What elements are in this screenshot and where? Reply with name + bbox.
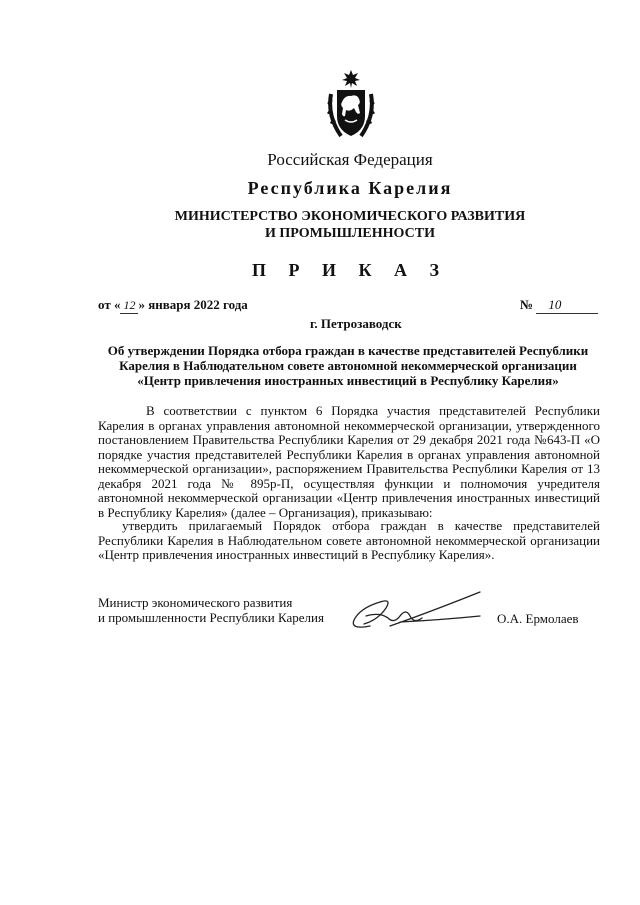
body-paragraph-1: В соответствии с пунктом 6 Порядка участия представителей Республики Карелия в органах управления автономной некоммерческой организации, утвержденного постановлением Правительства Республики Карелия от 29 декабря 2021 года №643-П «О порядке участия представителей Республики Карелия в органах управления автономной некоммерческой организации», распоряжением Правительства Республики Карелия от 13 декабря 2021 года № 895р-П, осуществляя функции и полномочия учредителя автономной некоммерческой организации «Центр привлечения иностранных инвестиций в Республику Карелия» (далее – Организация), приказываю: [98,403,600,520]
date-suffix: » января 2022 года [138,297,248,312]
body-paragraph-2: утвердить прилагаемый Порядок отбора граждан в качестве представителей Республики Карелия в Наблюдательном совете автономной некоммерческой организации «Центр привлечения иностранных инвестиций в Республику Карелия». [98,518,600,562]
republic-name: Республика Карелия [247,178,453,198]
ministry-line-1: МИНИСТЕРСТВО ЭКОНОМИЧЕСКОГО РАЗВИТИЯ [174,209,526,224]
number-value-handwritten: 10 [536,297,598,314]
handwritten-signature [340,586,490,636]
number-label: № [520,297,534,312]
issue-city: г. Петрозаводск [310,316,402,331]
signatory-position-line-1: Министр экономического развития [98,595,293,610]
document-type: П Р И К А З [251,260,449,280]
ministry-line-2: И ПРОМЫШЛЕННОСТИ [265,226,435,241]
order-subject: Об утверждении Порядка отбора граждан в качестве представителей Республики Карелия в Наблюдательном совете автономной некоммерческой организации «Центр привлечения иностранных инвестиций в Республику Карелия» [107,343,589,388]
date-prefix: от « [98,297,121,312]
signatory-position-line-2: и промышленности Республики Карелия [98,610,324,625]
order-number [520,297,598,314]
signatory-name: О.А. Ермолаев [497,611,579,626]
karelia-coat-of-arms-icon [325,68,377,142]
order-date [98,297,248,314]
signatory-position [98,595,324,625]
country-name: Российская Федерация [267,150,433,169]
ministry-name [80,208,620,242]
date-day-handwritten: 12 [120,298,138,314]
